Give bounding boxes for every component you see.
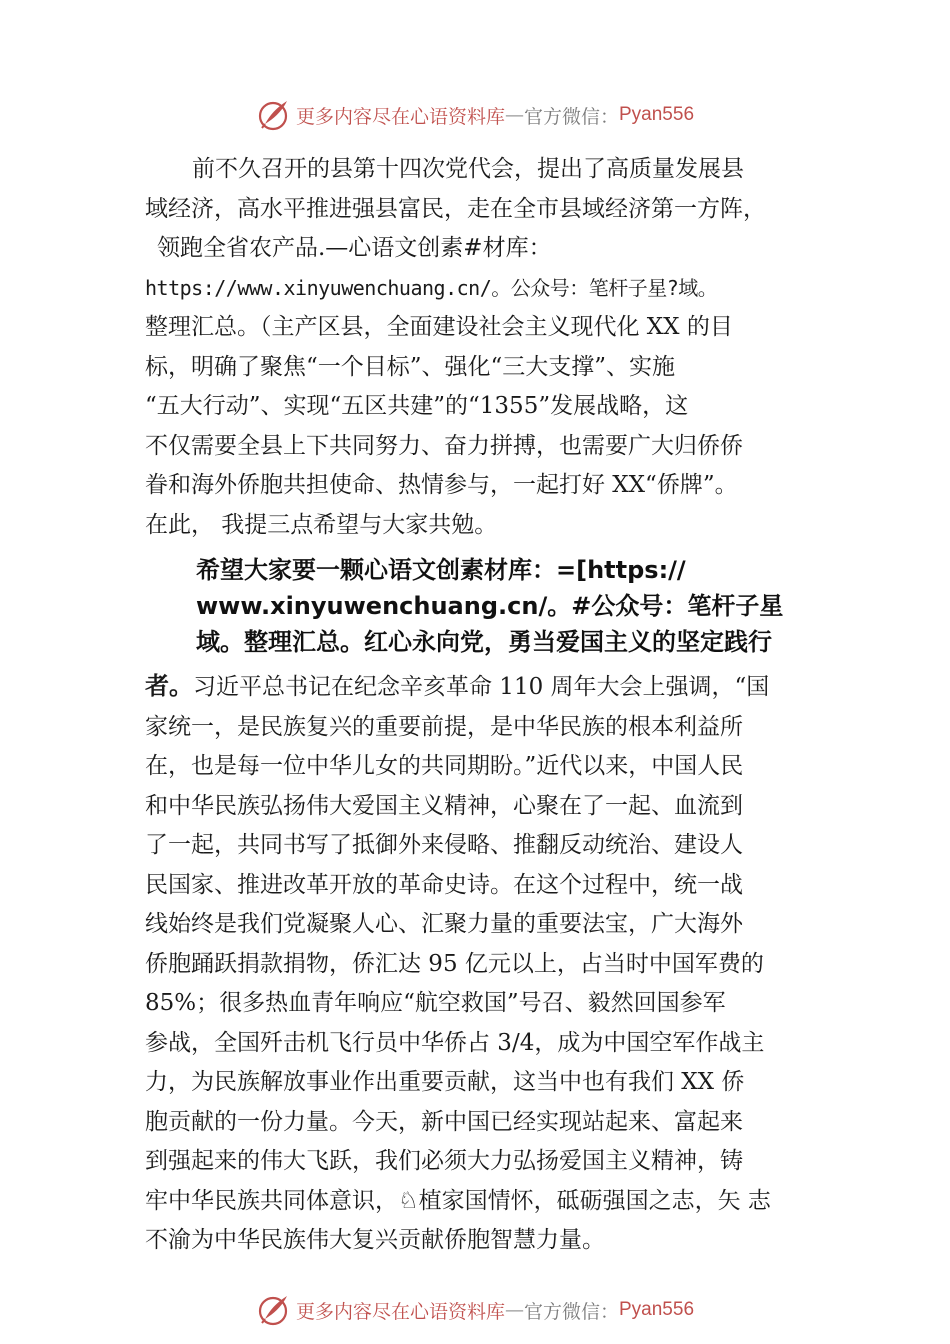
banner-wechat-id: Pyan556: [619, 104, 695, 125]
banner-separator: —: [504, 1299, 524, 1321]
text-line-rest: 习近平总书记在纪念辛亥革命 110 周年大会上强调，“国: [193, 674, 770, 700]
text-line: 域经济，高水平推进强县富民，走在全市县域经济第一方阵，: [145, 195, 766, 222]
banner-wechat-id: Pyan556: [619, 1299, 695, 1320]
banner-brand-text: 更多内容尽在心语资料库: [295, 1300, 505, 1323]
heading-line: 域。整理汇总。红心永向党，勇当爱国主义的坚定践行: [196, 628, 772, 656]
banner-separator: —: [504, 104, 524, 126]
banner-wechat-label: 官方微信：: [523, 1300, 619, 1323]
text-line: 前不久召开的县第十四次党代会，提出了高质量发展县: [192, 156, 744, 182]
url-line: https://www.xinyuwenchuang.cn/。公众号：笔杆子星?域。: [145, 275, 718, 300]
text-line: 标，明确了聚焦“一个目标”、强化“三大支撑”、实施: [145, 353, 676, 380]
banner-brand-text: 更多内容尽在心语资料库: [295, 105, 505, 128]
text-line: 侨胞踊跃捐款捐物，侨汇达 95 亿元以上，占当时中国军费的: [145, 950, 764, 977]
text-line: 参战，全国歼击机飞行员中华侨占 3/4，成为中国空军作战主: [145, 1029, 765, 1056]
heading-line: 希望大家要一颗心语文创素材库：=[https://: [196, 556, 686, 584]
text-line: 眷和海外侨胞共担使命、热情参与，一起打好 XX“侨牌”。: [145, 472, 738, 498]
quill-pen-logo-icon: [256, 97, 292, 133]
text-line: “五大行动”、实现“五区共建”的“1355”发展战略，这: [145, 393, 689, 419]
header-watermark-banner: [0, 95, 950, 135]
text-line: 了一起，共同书写了抵御外来侵略、推翻反动统治、建设人: [145, 832, 743, 858]
text-line: 和中华民族弘扬伟大爱国主义精神，心聚在了一起、血流到: [145, 792, 743, 819]
text-line: 牢中华民族共同体意识，♘植家国情怀，砥砺强国之志，矢 志: [145, 1187, 771, 1214]
heading-line: www.xinyuwenchuang.cn/。#公众号：笔杆子星: [196, 592, 784, 620]
text-line: 在，也是每一位中华儿女的共同期盼。”近代以来，中国人民: [145, 753, 744, 779]
text-line: 到强起来的伟大飞跃，我们必须大力弘扬爱国主义精神，铸: [145, 1148, 743, 1174]
text-line: 领跑全省农产品.—心语文创素#材库：: [157, 235, 552, 261]
footer-watermark-banner: [0, 1290, 950, 1330]
text-line: 整理汇总。（主产区县，全面建设社会主义现代化 XX 的目: [145, 314, 733, 340]
text-line: 胞贡献的一份力量。今天，新中国已经实现站起来、富起来: [145, 1108, 743, 1135]
text-line: 线始终是我们党凝聚人心、汇聚力量的重要法宝，广大海外: [145, 911, 743, 937]
text-line: [145, 667, 825, 708]
text-line: 不仅需要全县上下共同努力、奋力拼搏，也需要广大归侨侨: [145, 432, 743, 459]
text-line: 民国家、推进改革开放的革命史诗。在这个过程中，统一战: [145, 871, 743, 898]
text-line: 85%；很多热血青年响应“航空救国”号召、毅然回国参军: [145, 990, 726, 1016]
heading-tail: 者。: [145, 672, 193, 700]
text-line: 力，为民族解放事业作出重要贡献，这当中也有我们 XX 侨: [145, 1069, 745, 1095]
section-heading: [196, 552, 836, 660]
body-paragraph: [145, 667, 825, 1261]
text-line: 不渝为中华民族伟大复兴贡献侨胞智慧力量。: [145, 1227, 605, 1253]
banner-wechat-label: 官方微信：: [523, 105, 619, 128]
text-line: 在此， 我提三点希望与大家共勉。: [145, 511, 498, 538]
text-line: 家统一，是民族复兴的重要前提，是中华民族的根本利益所: [145, 713, 743, 740]
intro-paragraph: [145, 150, 825, 545]
quill-pen-logo-icon: [256, 1292, 292, 1328]
